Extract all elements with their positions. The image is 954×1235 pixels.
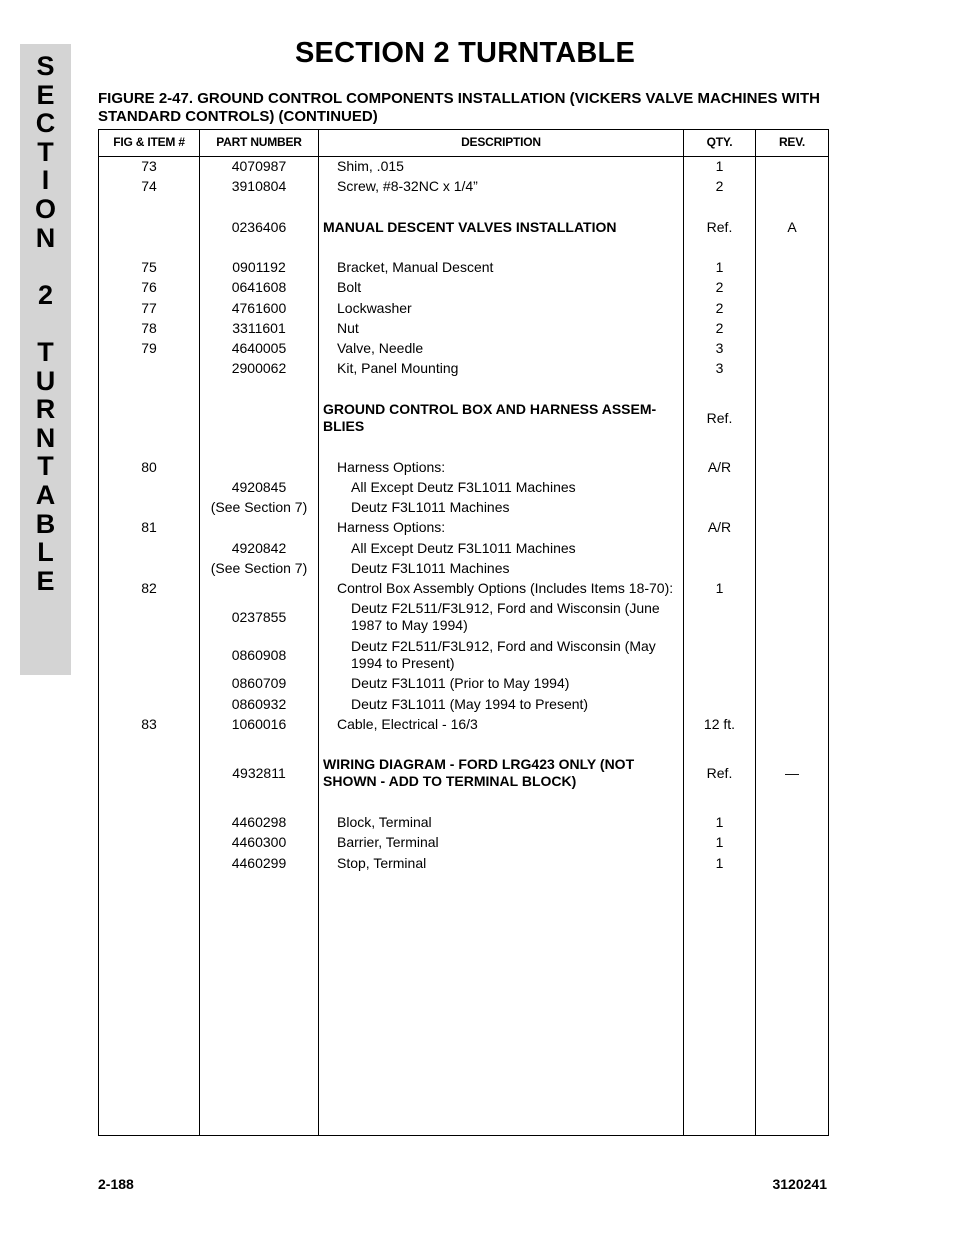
table-row [99, 218, 828, 236]
rev-cell [756, 715, 828, 733]
side-tab-letter: S [36, 51, 55, 81]
description-cell: Harness Options: [337, 518, 446, 535]
header-part-number: PART NUMBER [216, 135, 302, 149]
fig-item-cell: 76 [141, 278, 157, 295]
table-row [99, 599, 828, 635]
rev-cell [756, 278, 828, 296]
fig-item-cell [99, 218, 199, 236]
description-cell: GROUND CONTROL BOX AND HARNESS ASSEM-BLIES [323, 401, 657, 434]
fig-item-cell [99, 674, 199, 692]
side-tab-letter: T [37, 451, 54, 482]
table-row [99, 833, 828, 851]
description-cell: Barrier, Terminal [337, 833, 439, 850]
table-row [99, 458, 828, 476]
fig-item-cell: 80 [141, 458, 157, 475]
qty-cell: A/R [707, 518, 732, 535]
description-cell: Valve, Needle [337, 339, 424, 356]
fig-item-cell [99, 400, 199, 436]
rev-cell [756, 539, 828, 557]
part-number-cell [200, 458, 318, 476]
description-cell: Harness Options: [337, 458, 446, 475]
table-row [99, 319, 828, 337]
qty-cell [684, 498, 755, 516]
part-number-cell: 4761600 [231, 299, 287, 316]
fig-item-cell [99, 637, 199, 673]
qty-cell: Ref. [706, 764, 733, 781]
rev-cell [756, 319, 828, 337]
rev-cell: — [785, 764, 799, 781]
description-cell: MANUAL DESCENT VALVES INSTALLATION [323, 218, 617, 235]
fig-item-cell [99, 539, 199, 557]
rev-cell [756, 579, 828, 597]
fig-item-cell [99, 755, 199, 791]
qty-cell: 1 [715, 854, 724, 871]
rev-cell [756, 157, 828, 175]
qty-cell: Ref. [706, 218, 733, 235]
qty-cell: 12 ft. [703, 715, 736, 732]
side-tab-letters [20, 52, 71, 595]
side-tab-letter: U [35, 365, 56, 396]
description-cell: Deutz F3L1011 Machines [351, 559, 510, 576]
part-number-cell [200, 400, 318, 436]
side-tab-letter: T [37, 336, 54, 367]
fig-item-cell: 74 [141, 177, 157, 194]
page-number: 2-188 [98, 1176, 134, 1192]
part-number-cell: 0860932 [231, 695, 287, 712]
rev-cell [756, 498, 828, 516]
fig-item-cell: 83 [141, 715, 157, 732]
qty-cell: 1 [715, 833, 724, 850]
description-cell: Deutz F2L511/F3L912, Ford and Wisconsin (May 1994 to Present) [351, 638, 656, 671]
rev-cell [756, 177, 828, 195]
fig-item-cell [99, 854, 199, 872]
qty-cell [684, 559, 755, 577]
part-number-cell: 4460300 [231, 833, 287, 850]
table-row [99, 518, 828, 536]
side-tab-letter: A [35, 479, 56, 510]
description-cell: WIRING DIAGRAM - FORD LRG423 ONLY (NOT SHOWN - ADD TO TERMINAL BLOCK) [323, 756, 635, 789]
part-number-cell: 4640005 [231, 339, 287, 356]
description-cell: Bolt [337, 278, 362, 295]
qty-cell: 1 [715, 813, 724, 830]
qty-cell: 1 [715, 157, 724, 174]
fig-item-cell [99, 559, 199, 577]
fig-item-cell [99, 813, 199, 831]
rev-cell [756, 813, 828, 831]
description-cell: Deutz F2L511/F3L912, Ford and Wisconsin (June 1987 to May 1994) [351, 600, 660, 633]
part-number-cell: 0236406 [231, 218, 287, 235]
side-tab-letter: R [35, 394, 56, 425]
part-number-cell: (See Section 7) [210, 498, 308, 515]
fig-item-cell [99, 695, 199, 713]
qty-cell [684, 674, 755, 692]
part-number-cell: 0901192 [232, 258, 286, 275]
rev-cell [756, 833, 828, 851]
side-tab-letter: T [37, 136, 54, 167]
part-number-cell: 4932811 [232, 764, 286, 781]
rev-cell [756, 258, 828, 276]
fig-item-cell [99, 498, 199, 516]
description-cell: All Except Deutz F3L1011 Machines [351, 539, 576, 556]
qty-cell: 3 [715, 339, 724, 356]
description-cell: Deutz F3L1011 (Prior to May 1994) [351, 674, 570, 691]
table-row [99, 695, 828, 713]
part-number-cell: 4460298 [231, 813, 287, 830]
part-number-cell: 3910804 [231, 177, 287, 194]
document-number: 3120241 [772, 1176, 827, 1192]
rev-cell [756, 559, 828, 577]
description-cell: Shim, .015 [337, 157, 404, 174]
description-cell: Block, Terminal [337, 813, 432, 830]
table-row [99, 579, 828, 597]
part-number-cell: 0860709 [231, 674, 287, 691]
part-number-cell [200, 518, 318, 536]
description-cell: All Except Deutz F3L1011 Machines [351, 478, 576, 495]
rev-cell [756, 599, 828, 635]
fig-item-cell: 73 [141, 157, 157, 174]
part-number-cell: 4920842 [231, 539, 287, 556]
rev-cell [756, 299, 828, 317]
qty-cell: 2 [715, 319, 724, 336]
side-tab-letter [20, 252, 71, 281]
table-row [99, 339, 828, 357]
table-row [99, 559, 828, 577]
description-cell: Bracket, Manual Descent [337, 258, 494, 275]
description-cell: Cable, Electrical - 16/3 [337, 715, 478, 732]
part-number-cell: 4460299 [231, 854, 287, 871]
table-row [99, 674, 828, 692]
fig-item-cell [99, 599, 199, 635]
section-title: SECTION 2 TURNTABLE [295, 37, 635, 69]
qty-cell [684, 695, 755, 713]
fig-item-cell [99, 359, 199, 377]
part-number-cell: 4920845 [231, 478, 287, 495]
table-row [99, 299, 828, 317]
table-row [99, 637, 828, 673]
table-row [99, 478, 828, 496]
description-cell: Lockwasher [337, 299, 412, 316]
header-fig-item: FIG & ITEM # [113, 135, 185, 149]
rev-cell [756, 695, 828, 713]
table-row [99, 813, 828, 831]
part-number-cell: 4070987 [231, 157, 287, 174]
fig-item-cell: 81 [141, 518, 157, 535]
fig-item-cell: 75 [141, 258, 157, 275]
description-cell: Screw, #8-32NC x 1/4” [337, 177, 478, 194]
description-cell: Control Box Assembly Options (Includes Items 18-70): [337, 579, 674, 596]
table-row [99, 359, 828, 377]
table-row [99, 755, 828, 791]
table-row [99, 498, 828, 516]
fig-item-cell: 78 [141, 319, 157, 336]
side-tab-letter: E [36, 79, 55, 110]
side-tab-letter: O [34, 193, 56, 224]
table-row [99, 177, 828, 195]
fig-item-cell [99, 833, 199, 851]
fig-item-cell [99, 478, 199, 496]
rev-cell [756, 854, 828, 872]
part-number-cell: 0237855 [231, 608, 287, 625]
qty-cell: 2 [715, 299, 724, 316]
rev-cell [756, 478, 828, 496]
qty-cell [684, 539, 755, 557]
section-side-tab [20, 44, 71, 675]
qty-cell [684, 599, 755, 635]
description-cell: Deutz F3L1011 (May 1994 to Present) [351, 695, 589, 712]
table-row [99, 400, 828, 436]
table-row [99, 854, 828, 872]
side-tab-letter: 2 [37, 279, 54, 310]
table-row [99, 258, 828, 276]
side-tab-letter: E [36, 565, 55, 596]
parts-table [98, 129, 829, 1136]
table-row [99, 715, 828, 733]
description-cell: Nut [337, 319, 359, 336]
description-cell: Stop, Terminal [337, 854, 427, 871]
part-number-cell: 0860908 [231, 646, 287, 663]
qty-cell: 2 [715, 278, 724, 295]
part-number-cell [200, 579, 318, 597]
fig-item-cell: 77 [141, 299, 157, 316]
rev-cell: A [787, 218, 797, 235]
side-tab-letter [20, 309, 71, 338]
table-row [99, 539, 828, 557]
rev-cell [756, 359, 828, 377]
rev-cell [756, 458, 828, 476]
side-tab-letter: B [35, 508, 56, 539]
qty-cell: A/R [707, 458, 732, 475]
side-tab-letter: C [35, 108, 56, 139]
part-number-cell: 3311601 [232, 319, 286, 336]
side-tab-letter: L [37, 537, 54, 568]
qty-cell: 3 [715, 359, 724, 376]
qty-cell [684, 478, 755, 496]
rev-cell [756, 400, 828, 436]
rev-cell [756, 339, 828, 357]
rev-cell [756, 518, 828, 536]
side-tab-letter: N [35, 422, 56, 453]
description-cell: Deutz F3L1011 Machines [351, 498, 510, 515]
rev-cell [756, 637, 828, 673]
part-number-cell: 1060016 [231, 715, 287, 732]
qty-cell: 1 [715, 258, 724, 275]
rev-cell [756, 674, 828, 692]
header-rev: REV. [778, 135, 806, 149]
fig-item-cell: 82 [141, 579, 157, 596]
part-number-cell: 2900062 [231, 359, 287, 376]
header-qty: QTY. [706, 135, 733, 149]
part-number-cell: 0641608 [231, 278, 287, 295]
header-description: DESCRIPTION [461, 135, 541, 149]
qty-cell: 2 [715, 177, 724, 194]
qty-cell [684, 637, 755, 673]
description-cell: Kit, Panel Mounting [337, 359, 459, 376]
side-tab-letter: N [35, 222, 56, 253]
fig-item-cell: 79 [141, 339, 157, 356]
figure-title: FIGURE 2-47. GROUND CONTROL COMPONENTS INSTALLATION (VICKERS VALVE MACHINES WITH STANDARD CONTROLS) (CONTINUED) [98, 90, 820, 125]
side-tab-letter: I [41, 165, 50, 196]
qty-cell: Ref. [706, 409, 733, 426]
qty-cell: 1 [715, 579, 724, 596]
table-row [99, 278, 828, 296]
part-number-cell: (See Section 7) [210, 559, 308, 576]
table-row [99, 157, 828, 175]
